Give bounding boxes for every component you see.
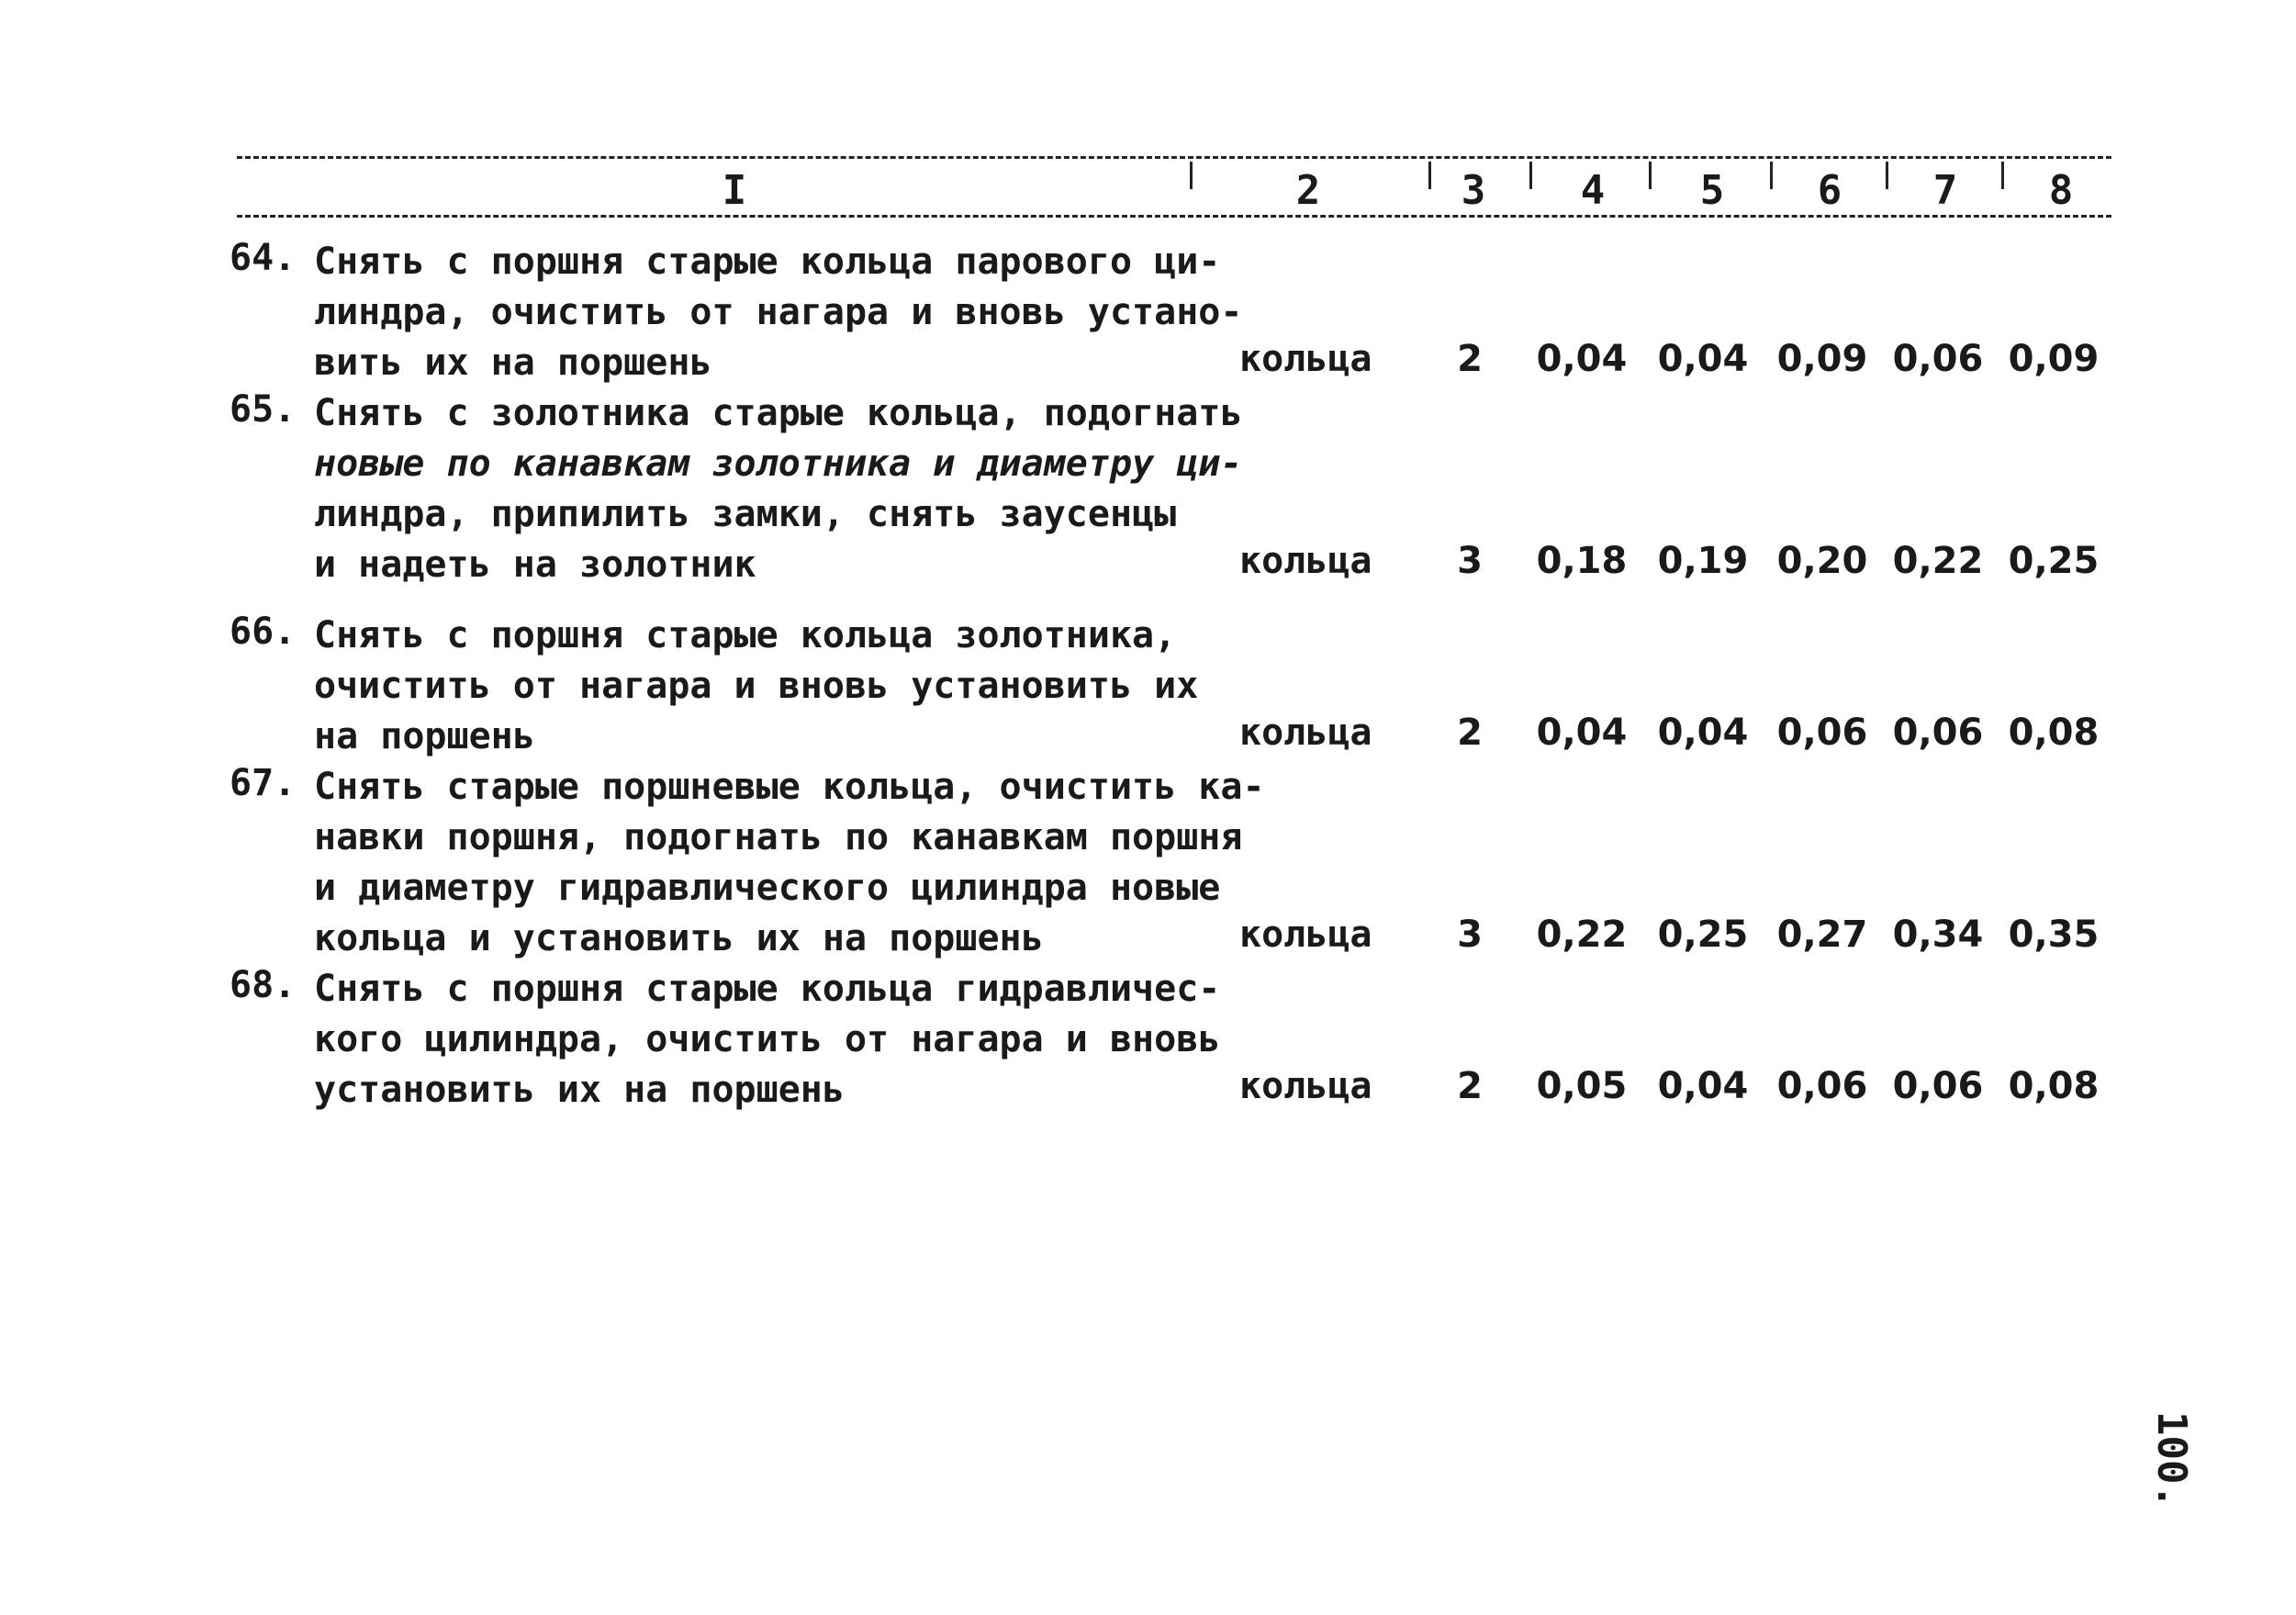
row-number: 67. — [230, 762, 297, 804]
value-cell-4: 0,05 — [1536, 1065, 1628, 1107]
column-header-8: 8 — [2048, 167, 2074, 214]
description-line: Снять с поршня старые кольца парового ци- — [314, 241, 1221, 283]
column-header-4: 4 — [1580, 167, 1606, 214]
row-description — [314, 237, 1243, 388]
row-description — [314, 964, 1221, 1116]
unit-cell: кольца — [1239, 1065, 1372, 1107]
value-cell-5: 0,19 — [1657, 540, 1749, 582]
column-separator — [1529, 162, 1532, 189]
column-separator — [1428, 162, 1431, 189]
row-number: 64. — [230, 237, 297, 279]
description-line: линдра, очистить от нагара и вновь устано- — [314, 291, 1243, 333]
column-separator — [1190, 162, 1193, 189]
column-header-7: 7 — [1932, 167, 1958, 214]
value-cell-3: 2 — [1457, 712, 1483, 754]
row-number: 65. — [230, 388, 297, 431]
value-cell-8: 0,08 — [2008, 712, 2100, 754]
unit-cell: кольца — [1239, 540, 1372, 582]
column-header-3: 3 — [1461, 167, 1486, 214]
row-description — [314, 762, 1265, 964]
column-separator — [1649, 162, 1652, 189]
value-cell-8: 0,25 — [2008, 540, 2100, 582]
description-line: Снять старые поршневые кольца, очистить ка- — [314, 766, 1265, 808]
description-line: навки поршня, подогнать по канавкам поршня — [314, 816, 1243, 858]
value-cell-4: 0,04 — [1536, 712, 1628, 754]
description-line: новые по канавкам золотника и диаметру ци- — [314, 443, 1243, 485]
table-header-rule — [237, 215, 2111, 218]
value-cell-6: 0,20 — [1776, 540, 1868, 582]
row-description — [314, 611, 1199, 762]
value-cell-7: 0,06 — [1892, 1065, 1984, 1107]
value-cell-6: 0,06 — [1776, 1065, 1868, 1107]
value-cell-8: 0,08 — [2008, 1065, 2100, 1107]
table-top-rule — [237, 156, 2111, 159]
unit-cell: кольца — [1239, 338, 1372, 380]
description-line: установить их на поршень — [314, 1069, 845, 1111]
description-line: очистить от нагара и вновь установить их — [314, 665, 1199, 707]
value-cell-7: 0,06 — [1892, 338, 1984, 380]
description-line: кого цилиндра, очистить от нагара и вновь — [314, 1018, 1221, 1060]
description-line: вить их на поршень — [314, 342, 712, 384]
value-cell-7: 0,34 — [1892, 914, 1984, 956]
value-cell-6: 0,06 — [1776, 712, 1868, 754]
page-number: 100. — [2148, 1411, 2195, 1508]
value-cell-8: 0,35 — [2008, 914, 2100, 956]
column-separator — [1770, 162, 1773, 189]
value-cell-7: 0,06 — [1892, 712, 1984, 754]
value-cell-4: 0,18 — [1536, 540, 1628, 582]
column-separator — [2001, 162, 2004, 189]
value-cell-7: 0,22 — [1892, 540, 1984, 582]
column-header-1: I — [722, 167, 747, 214]
value-cell-3: 2 — [1457, 1065, 1483, 1107]
description-line: Снять с поршня старые кольца гидравличес- — [314, 968, 1221, 1010]
description-line: и диаметру гидравлического цилиндра новые — [314, 867, 1221, 909]
row-number: 66. — [230, 611, 297, 653]
value-cell-5: 0,04 — [1657, 338, 1749, 380]
unit-cell: кольца — [1239, 712, 1372, 754]
description-line: Снять с золотника старые кольца, подогнать — [314, 392, 1243, 434]
value-cell-5: 0,04 — [1657, 1065, 1749, 1107]
value-cell-3: 2 — [1457, 338, 1483, 380]
value-cell-6: 0,09 — [1776, 338, 1868, 380]
value-cell-5: 0,25 — [1657, 914, 1749, 956]
value-cell-4: 0,22 — [1536, 914, 1628, 956]
column-header-5: 5 — [1699, 167, 1725, 214]
value-cell-6: 0,27 — [1776, 914, 1868, 956]
value-cell-8: 0,09 — [2008, 338, 2100, 380]
description-line: кольца и установить их на поршень — [314, 917, 1044, 959]
unit-cell: кольца — [1239, 914, 1372, 956]
description-line: Снять с поршня старые кольца золотника, — [314, 614, 1177, 656]
description-line: на поршень — [314, 715, 535, 757]
description-line: линдра, припилить замки, снять заусенцы — [314, 493, 1177, 535]
value-cell-4: 0,04 — [1536, 338, 1628, 380]
value-cell-3: 3 — [1457, 540, 1483, 582]
column-separator — [1886, 162, 1888, 189]
value-cell-3: 3 — [1457, 914, 1483, 956]
column-header-2: 2 — [1295, 167, 1321, 214]
column-header-6: 6 — [1817, 167, 1842, 214]
value-cell-5: 0,04 — [1657, 712, 1749, 754]
description-line: и надеть на золотник — [314, 544, 756, 586]
row-number: 68. — [230, 964, 297, 1006]
row-description — [314, 388, 1243, 590]
